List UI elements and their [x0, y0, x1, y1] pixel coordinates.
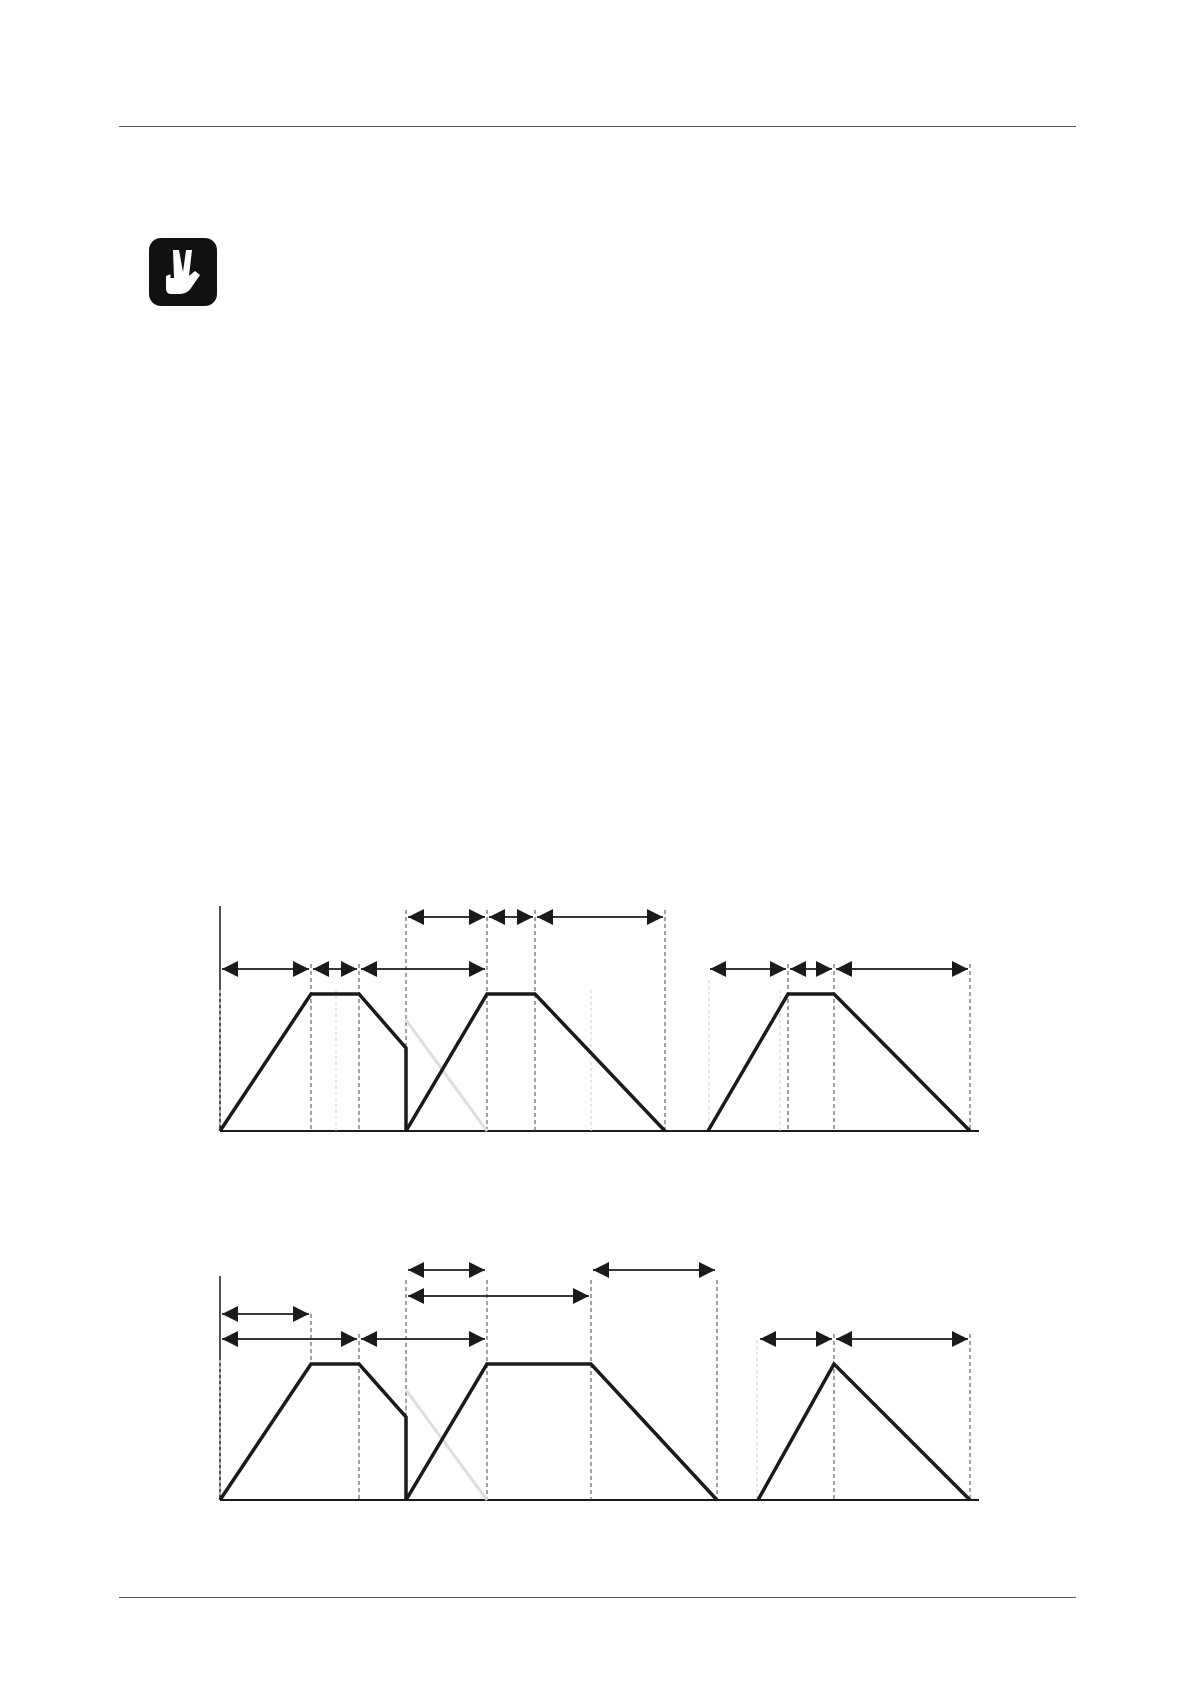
phase-guides — [311, 1280, 970, 1500]
duration-arrows — [222, 1270, 968, 1339]
ghost-decay — [406, 1390, 487, 1500]
envelope-3 — [758, 1364, 970, 1500]
envelope-1 — [220, 1364, 406, 1500]
envelope-diagram-ahd — [200, 890, 1000, 1140]
envelope-diagram-ad — [200, 1260, 1000, 1510]
phase-guides — [311, 910, 970, 1131]
footer-rule — [119, 1597, 1076, 1598]
hand-tip-icon — [149, 238, 217, 306]
envelope-3 — [708, 994, 970, 1131]
duration-arrows — [222, 917, 968, 969]
envelope-1 — [220, 994, 406, 1131]
envelope-2 — [406, 1364, 717, 1500]
ghost-decay — [406, 1020, 487, 1131]
header-rule — [119, 126, 1076, 127]
envelope-2 — [406, 994, 665, 1131]
